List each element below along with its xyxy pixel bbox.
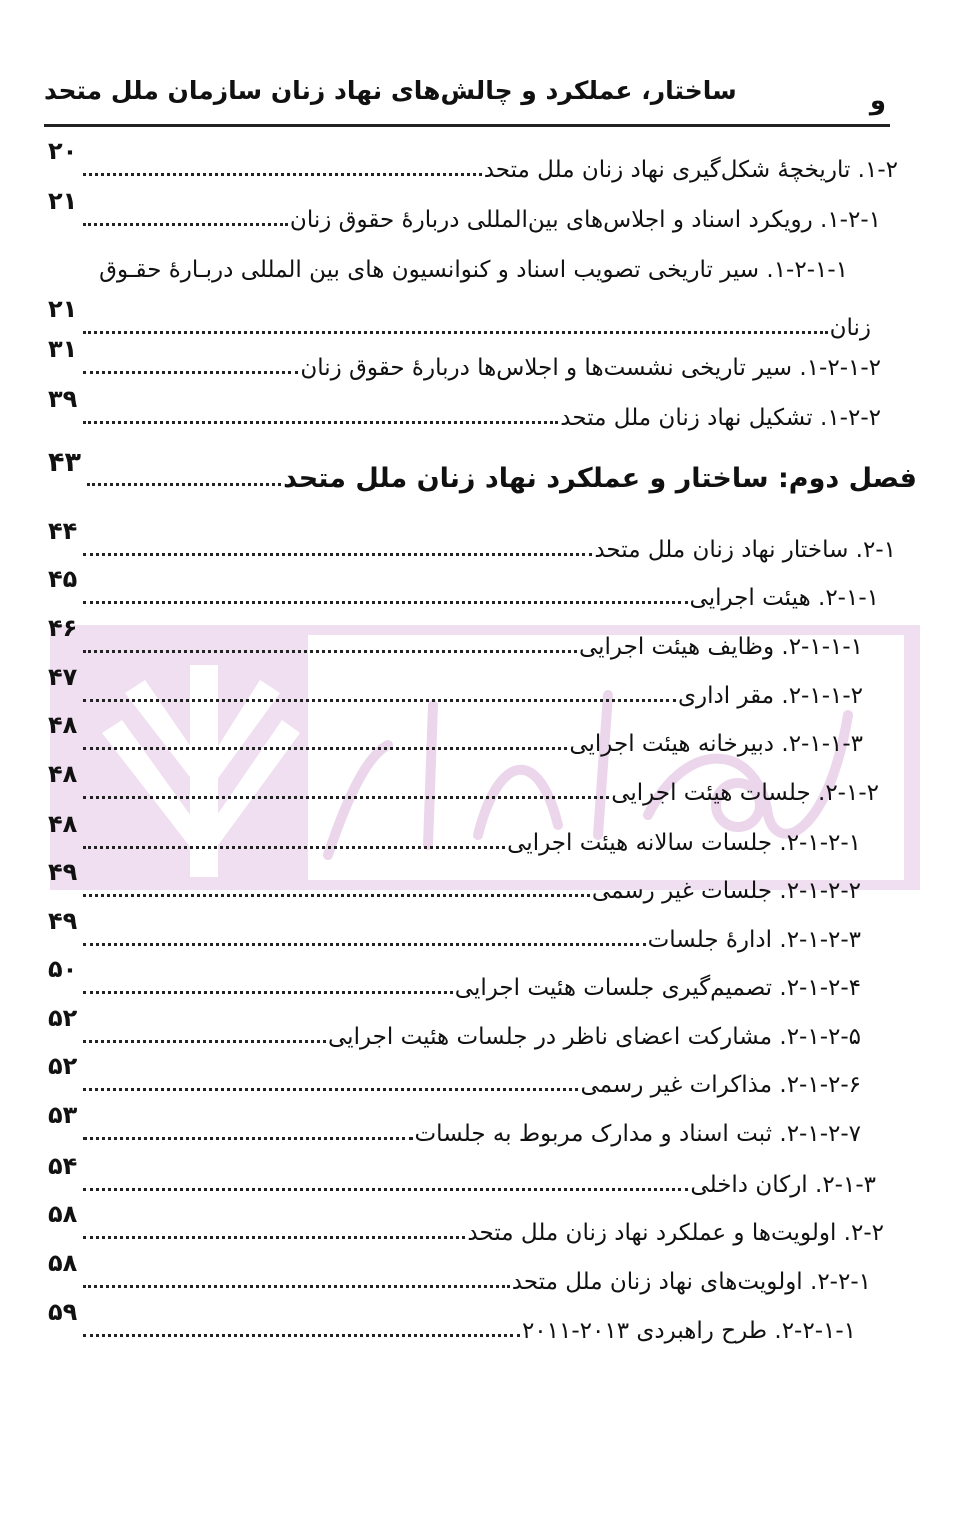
toc-page-number: ۵۹ bbox=[48, 1298, 78, 1326]
toc-page-number: ۲۱ bbox=[48, 295, 78, 323]
dot-leader bbox=[83, 699, 676, 702]
dot-leader bbox=[83, 1040, 326, 1043]
toc-entry[interactable] bbox=[48, 1200, 884, 1248]
running-title: ساختار، عملکرد و چالش‌های نهاد زنان سازمان ملل متحد bbox=[44, 76, 737, 105]
toc-page-number: ۴۸ bbox=[48, 711, 78, 739]
toc-entry[interactable] bbox=[48, 711, 863, 759]
toc-page-number: ۵۲ bbox=[48, 1052, 78, 1080]
page-folio: و bbox=[869, 86, 886, 116]
toc-entry-title: ۲-۲-۱. اولویت‌های نهاد زنان ملل متحد bbox=[511, 1269, 871, 1296]
dot-leader bbox=[83, 331, 828, 334]
toc-entry-title: ۲-۱-۲. جلسات هیئت اجرایی bbox=[611, 780, 879, 807]
toc-entry-title: ۱-۲-۱-۲. سیر تاریخی نشست‌ها و اجلاس‌ها دربارۀ حقوق زنان bbox=[300, 355, 881, 382]
toc-entry-title: ۲-۱-۲-۴. تصمیم‌گیری جلسات هئیت اجرایی bbox=[454, 975, 861, 1002]
toc-page-number: ۴۴ bbox=[48, 517, 78, 545]
toc-page-number: ۲۰ bbox=[48, 137, 78, 165]
dot-leader bbox=[83, 747, 567, 750]
toc-entry-title: ۲-۱. ساختار نهاد زنان ملل متحد bbox=[594, 537, 896, 564]
dot-leader bbox=[83, 601, 688, 604]
toc-entry[interactable] bbox=[48, 760, 879, 808]
toc-entry[interactable] bbox=[48, 858, 861, 906]
toc-entry[interactable] bbox=[48, 335, 881, 383]
dot-leader bbox=[83, 1188, 688, 1191]
toc-entry[interactable] bbox=[48, 137, 898, 185]
toc-entry[interactable] bbox=[48, 1152, 876, 1200]
toc-entry[interactable] bbox=[48, 810, 861, 858]
toc-page-number: ۳۹ bbox=[48, 385, 78, 413]
toc-entry[interactable] bbox=[48, 663, 863, 711]
toc-entry[interactable] bbox=[48, 1249, 871, 1297]
toc-entry-title: زنان bbox=[829, 315, 871, 342]
toc-page-number: ۴۷ bbox=[48, 663, 78, 691]
toc-page-number: ۴۳ bbox=[48, 447, 81, 478]
toc-entry[interactable] bbox=[48, 565, 879, 613]
toc-entry[interactable] bbox=[48, 1004, 861, 1052]
dot-leader bbox=[83, 173, 482, 176]
dot-leader bbox=[83, 894, 590, 897]
toc-entry[interactable] bbox=[48, 187, 881, 235]
dot-leader bbox=[83, 796, 609, 799]
toc-entry[interactable] bbox=[48, 385, 881, 433]
toc-entry[interactable] bbox=[48, 907, 861, 955]
dot-leader bbox=[83, 553, 592, 556]
dot-leader bbox=[83, 223, 288, 226]
dot-leader bbox=[83, 371, 298, 374]
toc-entry[interactable] bbox=[48, 1101, 861, 1149]
toc-entry-title: ۲-۱-۲-۱. جلسات سالانه هیئت اجرایی bbox=[507, 830, 861, 857]
toc-page-number: ۴۹ bbox=[48, 907, 78, 935]
toc-entry-title: ۲-۱-۲-۲. جلسات غیر رسمی bbox=[591, 878, 861, 905]
toc-page-number: ۵۸ bbox=[48, 1200, 78, 1228]
toc-chapter-heading[interactable] bbox=[48, 447, 917, 495]
toc-page-number: ۵۴ bbox=[48, 1152, 78, 1180]
dot-leader bbox=[83, 1088, 578, 1091]
dot-leader bbox=[83, 421, 558, 424]
toc-entry-title: ۲-۱-۱. هیئت اجرایی bbox=[689, 585, 879, 612]
toc-entry-title: ۲-۱-۳. ارکان داخلی bbox=[690, 1172, 876, 1199]
toc-entry-title: ۲-۱-۱-۱. وظایف هیئت اجرایی bbox=[578, 634, 863, 661]
toc-entry-title: ۱-۲-۱-۱. سیر تاریخی تصویب اسناد و کنوانسیون های بین المللی دربـارۀ حقـوق bbox=[99, 257, 848, 284]
toc-entry-title: فصل دوم: ساختار و عملکرد نهاد زنان ملل متحد bbox=[283, 462, 917, 494]
dot-leader bbox=[83, 650, 577, 653]
toc-entry-title: ۲-۱-۱-۲. مقر اداری bbox=[677, 683, 863, 710]
toc-entry-title: ۲-۱-۲-۵. مشارکت اعضای ناظر در جلسات هئیت اجرایی bbox=[328, 1024, 861, 1051]
dot-leader bbox=[83, 1334, 520, 1337]
toc-entry-title: ۱-۲. تاریخچۀ شکل‌گیری نهاد زنان ملل متحد bbox=[483, 157, 898, 184]
toc-entry-title: ۲-۱-۱-۳. دبیرخانه هیئت اجرایی bbox=[569, 731, 863, 758]
dot-leader bbox=[83, 991, 453, 994]
toc-entry[interactable] bbox=[48, 614, 863, 662]
dot-leader bbox=[83, 846, 505, 849]
dot-leader bbox=[87, 483, 281, 486]
dot-leader bbox=[83, 1285, 510, 1288]
toc-page-number: ۴۶ bbox=[48, 614, 78, 642]
toc-page-number: ۴۸ bbox=[48, 810, 78, 838]
toc-entry[interactable] bbox=[48, 517, 896, 565]
toc-page-number: ۳۱ bbox=[48, 335, 78, 363]
toc-entry-title: ۲-۲-۱-۱. طرح راهبردی ۲۰۱۳-۲۰۱۱ bbox=[521, 1318, 856, 1345]
toc-entry-title: ۱-۲-۱. رویکرد اسناد و اجلاس‌های بین‌المللی دربارۀ حقوق زنان bbox=[289, 207, 881, 234]
toc-page-number: ۲۱ bbox=[48, 187, 78, 215]
toc-entry[interactable] bbox=[48, 1052, 861, 1100]
toc-page-number: ۵۸ bbox=[48, 1249, 78, 1277]
toc-page-number: ۵۲ bbox=[48, 1004, 78, 1032]
toc-page-number: ۴۸ bbox=[48, 760, 78, 788]
toc-entry[interactable] bbox=[48, 955, 861, 1003]
toc-entry[interactable] bbox=[48, 245, 848, 285]
dot-leader bbox=[83, 1236, 465, 1239]
dot-leader bbox=[83, 943, 646, 946]
toc-entry-continuation[interactable] bbox=[48, 295, 871, 343]
toc-entry-title: ۲-۱-۲-۶. مذاکرات غیر رسمی bbox=[580, 1072, 861, 1099]
toc-entry-title: ۲-۱-۲-۷. ثبت اسناد و مدارک مربوط به جلسات bbox=[414, 1121, 861, 1148]
toc-page-number: ۵۳ bbox=[48, 1101, 78, 1129]
toc-entry-title: ۱-۲-۲. تشکیل نهاد زنان ملل متحد bbox=[560, 405, 881, 432]
toc-entry-title: ۲-۲. اولویت‌ها و عملکرد نهاد زنان ملل متحد bbox=[467, 1220, 884, 1247]
toc-page-number: ۴۹ bbox=[48, 858, 78, 886]
dot-leader bbox=[83, 1137, 413, 1140]
toc-page-number: ۵۰ bbox=[48, 955, 78, 983]
toc-entry-title: ۲-۱-۲-۳. ادارۀ جلسات bbox=[647, 927, 861, 954]
toc-page-number: ۴۵ bbox=[48, 565, 78, 593]
toc-entry[interactable] bbox=[48, 1298, 856, 1346]
